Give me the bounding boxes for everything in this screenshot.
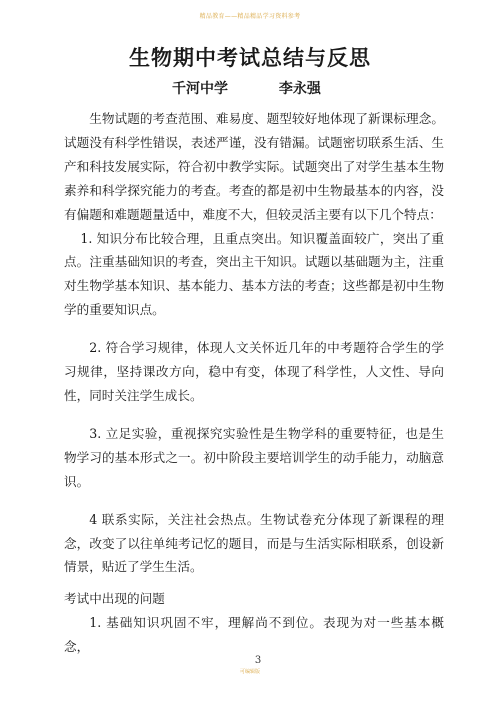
author-name: 李永强 <box>278 81 321 97</box>
footer-note: 可编辑版 <box>239 669 260 675</box>
feature-paragraph-3: 3. 立足实验，重视探究实验性是生物学科的重要特征，也是生物学习的基本形式之一。初中阶段主要培训学生的动手能力，动脑意识。 <box>64 425 444 489</box>
author-line <box>172 78 321 98</box>
school-name: 千河中学 <box>172 81 228 97</box>
page-number: 3 <box>254 655 262 666</box>
section-heading: 考试中出现的问题 <box>64 591 165 607</box>
page-footer <box>0 648 500 675</box>
feature-paragraph-4: 4 联系实际，关注社会热点。生物试卷充分体现了新课程的理念，改变了以往单纯考记忆的题目，而是与生活实际相联系，创设新情景，贴近了学生生活。 <box>64 511 444 575</box>
feature-paragraph-2: 2. 符合学习规律，体现人文关怀近几年的中考题符合学生的学习规律，坚持课改方向，稳中有变，体现了科学性，人文性、导向性，同时关注学生成长。 <box>64 340 444 403</box>
intro-paragraph: 生物试题的考查范围、难易度、题型较好地体现了新课标理念。试题没有科学性错误，表述严谨，没有错漏。试题密切联系生活、生产和科技发展实际，符合初中教学实际。试题突出了对学生基本生物素养和科学探究能力的考查。考查的都是初中生物最基本的内容，没有偏题和难题题量适中，难度不大，但较灵活主要有以下几个特点： <box>64 111 444 222</box>
feature-paragraph-1: 1. 知识分布比较合理，且重点突出。知识覆盖面较广，突出了重点。注重基础知识的考查，突出主干知识。试题以基础题为主，注重对生物学基本知识、基本能力、基本方法的考查；这些都是初中生物学的重要知识点。 <box>64 230 444 318</box>
document-title: 生物期中考试总结与反思 <box>129 46 371 70</box>
problem-item-1: 1. 基础知识巩固不牢，理解尚不到位。表现为对一些基本概念， <box>64 615 444 655</box>
document-body <box>64 107 444 659</box>
header-note: 精品教育——精品精品学习资料参考 <box>199 13 301 20</box>
